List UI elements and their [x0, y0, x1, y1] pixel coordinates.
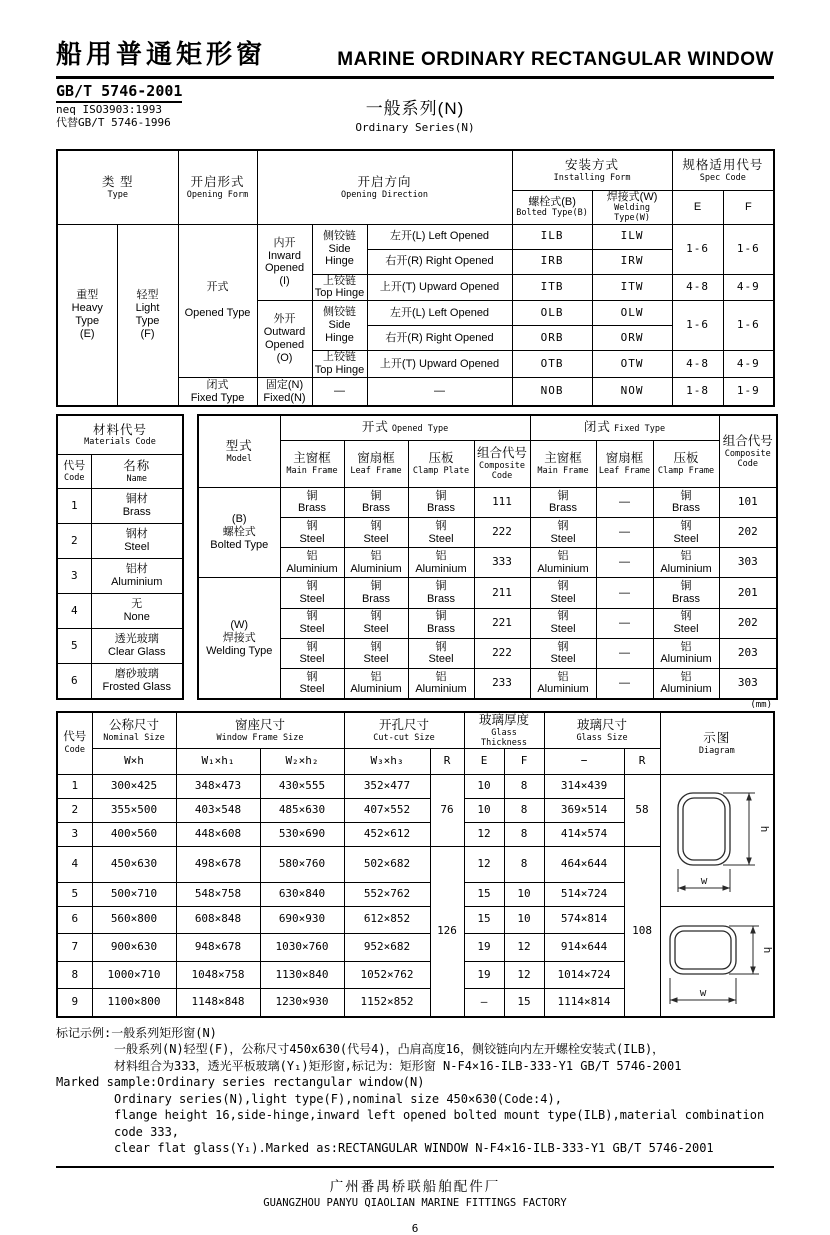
- cell-code: 8: [57, 961, 92, 989]
- model-composition-table: [197, 414, 778, 700]
- cell-w3h3: 552×762: [344, 882, 430, 906]
- standard-equivalence: neq ISO3903:1993: [56, 103, 162, 116]
- cell-material-name: 磨砂玻璃 Frosted Glass: [91, 664, 183, 699]
- cell-opened-clamp: 铝 Aluminium: [408, 548, 474, 578]
- table-row: [198, 608, 777, 638]
- cell-material-code: 6: [57, 664, 91, 699]
- window-diagram-portrait: [660, 774, 774, 906]
- table-row: [57, 559, 183, 594]
- cell-fixed-main: 钢 Steel: [530, 578, 596, 608]
- cell-fixed-main: 铝 Aluminium: [530, 669, 596, 699]
- window-diagram-portrait-svg: [663, 788, 773, 902]
- note-line: 标记示例:一般系列矩形窗(N): [56, 1025, 217, 1040]
- cell-thickness-f: 12: [504, 934, 544, 962]
- table-row: [198, 487, 777, 517]
- header-main-frame: 主窗框 Main Frame: [280, 440, 344, 487]
- unit-note: (mm): [750, 699, 772, 710]
- cell-w3h3: 952×682: [344, 934, 430, 962]
- series-title-zh: 一般系列(N): [365, 99, 465, 118]
- cell-nominal: 560×800: [92, 906, 176, 934]
- cell-thickness-f: 8: [504, 774, 544, 798]
- cell-thickness-f: 12: [504, 961, 544, 989]
- cell-direction: 上开(T) Upward Opened: [367, 274, 512, 301]
- cell-w3h3: 352×477: [344, 774, 430, 798]
- cell-opened-clamp: 铜 Brass: [408, 608, 474, 638]
- cell-code-irb: IRB: [512, 249, 592, 274]
- cell-w2h2: 690×930: [260, 906, 344, 934]
- cell-nominal: 500×710: [92, 882, 176, 906]
- header-glass-size: 玻璃尺寸 Glass Size: [544, 712, 660, 748]
- cell-fixed-leaf: —: [596, 518, 653, 548]
- cell-material-name: 铜材 Brass: [91, 489, 183, 524]
- cell-opened-code: 222: [474, 638, 530, 668]
- title-english: MARINE ORDINARY RECTANGULAR WINDOW: [337, 49, 774, 70]
- cell-bolted-group: (B) 螺栓式 Bolted Type: [198, 487, 280, 578]
- cell-outward-opened: 外开 Outward Opened (O): [257, 301, 312, 378]
- cell-fixed-main: 铜 Brass: [530, 487, 596, 517]
- header-composite-code: 组合代号 Composite Code: [719, 415, 777, 488]
- marking-notes: [56, 1025, 774, 1157]
- header-nominal-size: 公称尺寸 Nominal Size: [92, 712, 176, 748]
- cell-fixed-code: 202: [719, 518, 777, 548]
- cell-glass-size: 914×644: [544, 934, 624, 962]
- table-row: [57, 774, 774, 798]
- cell-code-ilw: ILW: [592, 224, 672, 249]
- cell-glass-size: 464×644: [544, 846, 624, 882]
- cell-opened-type: 开式 Opened Type: [178, 224, 257, 378]
- cell-spec-e: 1-8: [672, 378, 723, 406]
- cell-code-orb: ORB: [512, 326, 592, 351]
- table-row: [198, 518, 777, 548]
- cell-opened-clamp: 钢 Steel: [408, 638, 474, 668]
- header-col-f: F: [723, 190, 774, 224]
- cell-welding-group: (W) 焊接式 Welding Type: [198, 578, 280, 699]
- cell-direction: 右开(R) Right Opened: [367, 249, 512, 274]
- cell-nominal: 900×630: [92, 934, 176, 962]
- header-w2h2: W₂×h₂: [260, 748, 344, 774]
- header-w3h3: W₃×h₃: [344, 748, 430, 774]
- header-code: 代号 Code: [57, 712, 92, 774]
- standard-block: [56, 82, 774, 140]
- factory-name-zh: 广州番禺桥联船舶配件厂: [329, 1178, 501, 1194]
- cell-opened-code: 221: [474, 608, 530, 638]
- table-subheader-row: [198, 440, 777, 487]
- header-main-frame: 主窗框 Main Frame: [530, 440, 596, 487]
- cell-fixed-code: 201: [719, 578, 777, 608]
- header-col-e: E: [672, 190, 723, 224]
- cell-w2h2: 530×690: [260, 822, 344, 846]
- cell-w3h3: 407×552: [344, 798, 430, 822]
- header-cutout-size: 开孔尺寸 Cut-cut Size: [344, 712, 464, 748]
- header-model: 型式 Model: [198, 415, 280, 488]
- cell-fixed-code: 101: [719, 487, 777, 517]
- cell-inward-opened: 内开 Inward Opened (I): [257, 224, 312, 301]
- cell-w1h1: 548×758: [176, 882, 260, 906]
- cell-thickness-f: 15: [504, 989, 544, 1017]
- cell-fixed-leaf: —: [596, 608, 653, 638]
- cell-opened-main: 钢 Steel: [280, 608, 344, 638]
- cell-thickness-e: 15: [464, 882, 504, 906]
- table-header-row: [198, 415, 777, 440]
- cell-w3h3: 1152×852: [344, 989, 430, 1017]
- cell-w2h2: 485×630: [260, 798, 344, 822]
- cell-w1h1: 403×548: [176, 798, 260, 822]
- cell-dash: —: [367, 378, 512, 406]
- cell-w3h3: 1052×762: [344, 961, 430, 989]
- header-bolted: 螺栓式(B) Bolted Type(B): [512, 190, 592, 224]
- cell-opened-leaf: 铜 Brass: [344, 487, 408, 517]
- table-row: [198, 578, 777, 608]
- cell-nominal: 400×560: [92, 822, 176, 846]
- cell-opened-code: 233: [474, 669, 530, 699]
- cell-material-code: 4: [57, 594, 91, 629]
- cell-fixed-main: 钢 Steel: [530, 518, 596, 548]
- cell-material-code: 1: [57, 489, 91, 524]
- document-footer: [56, 1166, 774, 1235]
- header-opening-direction: 开启方向 Opening Direction: [257, 150, 512, 224]
- cell-opened-clamp: 铜 Brass: [408, 487, 474, 517]
- cell-code-olw: OLW: [592, 301, 672, 326]
- series-title-en: Ordinary Series(N): [355, 121, 475, 134]
- cell-opened-leaf: 钢 Steel: [344, 608, 408, 638]
- cell-thickness-e: —: [464, 989, 504, 1017]
- cell-nominal: 355×500: [92, 798, 176, 822]
- header-window-frame-size: 窗座尺寸 Window Frame Size: [176, 712, 344, 748]
- table-row: [198, 638, 777, 668]
- cell-thickness-e: 19: [464, 934, 504, 962]
- header-code: 代号 Code: [57, 455, 91, 489]
- header-composite-code-opened: 组合代号 Composite Code: [474, 440, 530, 487]
- cell-opened-main: 钢 Steel: [280, 578, 344, 608]
- cell-code: 7: [57, 934, 92, 962]
- standard-code: GB/T 5746-2001: [56, 82, 182, 103]
- cell-glass-size: 369×514: [544, 798, 624, 822]
- cell-glass-r: 58: [624, 774, 660, 846]
- header-clamp-frame: 压板 Clamp Frame: [653, 440, 719, 487]
- diagram-height-label: h: [760, 946, 773, 953]
- cell-spec-e: 4-8: [672, 274, 723, 301]
- cell-fixed-main: 钢 Steel: [530, 638, 596, 668]
- title-chinese: 船用普通矩形窗: [56, 39, 267, 69]
- cell-code-nob: NOB: [512, 378, 592, 406]
- note-line: 材料组合为333，透光平板玻璃(Y₁)矩形窗,标记为：矩形窗 N-F4×16-ILB-333-Y1 GB/T 5746-2001: [114, 1058, 682, 1073]
- cell-w1h1: 348×473: [176, 774, 260, 798]
- cell-w2h2: 1030×760: [260, 934, 344, 962]
- cell-opened-code: 111: [474, 487, 530, 517]
- standard-replaces: 代替GB/T 5746-1996: [56, 116, 171, 129]
- cell-glass-size: 314×439: [544, 774, 624, 798]
- cell-code: 9: [57, 989, 92, 1017]
- cell-side-hinge: 侧铰链 Side Hinge: [312, 301, 367, 351]
- table-header-row: [57, 712, 774, 748]
- cell-code-now: NOW: [592, 378, 672, 406]
- cell-opened-code: 333: [474, 548, 530, 578]
- window-diagram-landscape: [660, 906, 774, 1016]
- cell-opened-clamp: 钢 Steel: [408, 518, 474, 548]
- cell-opened-leaf: 钢 Steel: [344, 518, 408, 548]
- header-name: 名称 Name: [91, 455, 183, 489]
- cell-w2h2: 1230×930: [260, 989, 344, 1017]
- table-row: [57, 524, 183, 559]
- cell-glass-size: 514×724: [544, 882, 624, 906]
- cell-fixed-clamp: 铜 Brass: [653, 487, 719, 517]
- window-diagram-landscape-svg: [663, 920, 773, 1012]
- table-row: [57, 594, 183, 629]
- cell-thickness-e: 10: [464, 774, 504, 798]
- cell-opened-clamp: 铜 Brass: [408, 578, 474, 608]
- cell-nominal: 1000×710: [92, 961, 176, 989]
- cell-fixed-leaf: —: [596, 638, 653, 668]
- table-row: [57, 664, 183, 699]
- type-opening-table: [56, 149, 775, 407]
- cell-w3h3: 612×852: [344, 906, 430, 934]
- cell-opened-code: 211: [474, 578, 530, 608]
- table-subheader-row: [57, 455, 183, 489]
- document-header: [56, 34, 774, 79]
- cell-w3h3: 502×682: [344, 846, 430, 882]
- window-outline-outer: [670, 926, 736, 974]
- cell-code: 2: [57, 798, 92, 822]
- cell-w1h1: 498×678: [176, 846, 260, 882]
- table-header-row: [57, 150, 774, 190]
- cell-spec-f: 4-9: [723, 351, 774, 378]
- cell-spec-f: 1-6: [723, 224, 774, 274]
- cell-fixed-leaf: —: [596, 548, 653, 578]
- window-outline-inner: [683, 798, 725, 860]
- cell-code-otw: OTW: [592, 351, 672, 378]
- cell-opened-code: 222: [474, 518, 530, 548]
- cell-code: 3: [57, 822, 92, 846]
- window-outline-inner: [675, 931, 731, 969]
- cell-direction: 右开(R) Right Opened: [367, 326, 512, 351]
- cell-code: 6: [57, 906, 92, 934]
- cell-code: 5: [57, 882, 92, 906]
- cell-fixed-leaf: —: [596, 487, 653, 517]
- cell-thickness-f: 8: [504, 822, 544, 846]
- diagram-width-label: w: [699, 985, 706, 999]
- cell-code-orw: ORW: [592, 326, 672, 351]
- cell-spec-f: 1-9: [723, 378, 774, 406]
- cell-code-itw: ITW: [592, 274, 672, 301]
- cell-spec-f: 1-6: [723, 301, 774, 351]
- header-w1h1: W₁×h₁: [176, 748, 260, 774]
- size-table: [56, 711, 775, 1018]
- table-row: [198, 669, 777, 699]
- header-diagram: 示图 Diagram: [660, 712, 774, 774]
- note-line: clear flat glass(Y₁).Marked as:RECTANGULAR WINDOW N-F4×16-ILB-333-Y1 GB/T 5746-2001: [114, 1141, 714, 1156]
- cell-glass-size: 1014×724: [544, 961, 624, 989]
- cell-fixed-code: 203: [719, 638, 777, 668]
- cell-w1h1: 448×608: [176, 822, 260, 846]
- cell-top-hinge: 上铰链 Top Hinge: [312, 351, 367, 378]
- header-e: E: [464, 748, 504, 774]
- cell-glass-r: 108: [624, 846, 660, 1016]
- cell-thickness-f: 10: [504, 906, 544, 934]
- cell-fixed-leaf: —: [596, 669, 653, 699]
- cell-direction: 左开(L) Left Opened: [367, 224, 512, 249]
- table-header-row: [57, 415, 183, 455]
- cell-spec-e: 4-8: [672, 351, 723, 378]
- table-row: [57, 906, 774, 934]
- cell-fixed-clamp: 铝 Aluminium: [653, 548, 719, 578]
- cell-thickness-e: 15: [464, 906, 504, 934]
- cell-material-code: 2: [57, 524, 91, 559]
- table-row: [57, 489, 183, 524]
- cell-thickness-f: 8: [504, 846, 544, 882]
- header-opening-form: 开启形式 Opening Form: [178, 150, 257, 224]
- header-glass-thickness: 玻璃厚度 Glass Thickness: [464, 712, 544, 748]
- note-line: 一般系列(N)轻型(F)，公称尺寸450x630(代号4)，凸肩高度16，侧铰链向内左开螺栓安装式(ILB)，: [114, 1042, 665, 1057]
- header-glass-r: R: [624, 748, 660, 774]
- header-f: F: [504, 748, 544, 774]
- cell-fixed-type: 闭式 Fixed Type: [178, 378, 257, 406]
- cell-code-itb: ITB: [512, 274, 592, 301]
- cell-opened-clamp: 铝 Aluminium: [408, 669, 474, 699]
- cell-thickness-f: 10: [504, 882, 544, 906]
- cell-spec-e: 1-6: [672, 224, 723, 274]
- header-wh: W×h: [92, 748, 176, 774]
- cell-material-code: 3: [57, 559, 91, 594]
- cell-material-name: 无 None: [91, 594, 183, 629]
- cell-fixed-clamp: 钢 Steel: [653, 608, 719, 638]
- cell-fixed-code: 303: [719, 548, 777, 578]
- cell-dash: —: [312, 378, 367, 406]
- cell-opened-main: 钢 Steel: [280, 638, 344, 668]
- cell-opened-leaf: 铝 Aluminium: [344, 548, 408, 578]
- header-welding: 焊接式(W) Welding Type(W): [592, 190, 672, 224]
- cell-thickness-e: 19: [464, 961, 504, 989]
- cell-direction: 左开(L) Left Opened: [367, 301, 512, 326]
- table-row: [57, 224, 774, 249]
- cell-code-otb: OTB: [512, 351, 592, 378]
- cell-fixed-clamp: 铝 Aluminium: [653, 669, 719, 699]
- cell-fixed-main: 铝 Aluminium: [530, 548, 596, 578]
- header-spec-code: 规格适用代号 Spec Code: [672, 150, 774, 190]
- diagram-width-label: w: [700, 873, 707, 887]
- cell-w2h2: 430×555: [260, 774, 344, 798]
- cell-fixed-code: 202: [719, 608, 777, 638]
- header-opened-group: 开式 Opened Type: [280, 415, 530, 440]
- cell-opened-main: 铝 Aluminium: [280, 548, 344, 578]
- diagram-height-label: h: [757, 825, 771, 832]
- cell-spec-f: 4-9: [723, 274, 774, 301]
- cell-light-type: 轻型 Light Type (F): [117, 224, 178, 406]
- cell-nominal: 300×425: [92, 774, 176, 798]
- cell-opened-leaf: 钢 Steel: [344, 638, 408, 668]
- cell-material-name: 铝材 Aluminium: [91, 559, 183, 594]
- cell-fixed-leaf: —: [596, 578, 653, 608]
- cell-w2h2: 630×840: [260, 882, 344, 906]
- header-r: R: [430, 748, 464, 774]
- cell-opened-main: 钢 Steel: [280, 518, 344, 548]
- cell-code-ilb: ILB: [512, 224, 592, 249]
- header-glass-dash: −: [544, 748, 624, 774]
- cell-w1h1: 608×848: [176, 906, 260, 934]
- cell-material-name: 钢材 Steel: [91, 524, 183, 559]
- cell-opened-leaf: 铜 Brass: [344, 578, 408, 608]
- header-clamp-plate: 压板 Clamp Plate: [408, 440, 474, 487]
- cell-thickness-f: 8: [504, 798, 544, 822]
- cell-side-hinge: 侧铰链 Side Hinge: [312, 224, 367, 274]
- cell-opened-main: 钢 Steel: [280, 669, 344, 699]
- note-line: Marked sample:Ordinary series rectangular window(N): [56, 1075, 425, 1090]
- header-fixed-group: 闭式 Fixed Type: [530, 415, 719, 440]
- cell-w2h2: 580×760: [260, 846, 344, 882]
- cell-w1h1: 948×678: [176, 934, 260, 962]
- header-type: 类 型 Type: [57, 150, 178, 224]
- cell-code: 4: [57, 846, 92, 882]
- cell-w1h1: 1148×848: [176, 989, 260, 1017]
- note-line: flange height 16,side-hinge,inward left opened bolted mount type(ILB),material combination code 333,: [114, 1108, 765, 1139]
- cell-nominal: 450×630: [92, 846, 176, 882]
- cell-fixed-code: 303: [719, 669, 777, 699]
- cell-code-olb: OLB: [512, 301, 592, 326]
- series-heading: [355, 94, 474, 134]
- cell-w2h2: 1130×840: [260, 961, 344, 989]
- cell-nominal: 1100×800: [92, 989, 176, 1017]
- cell-w1h1: 1048×758: [176, 961, 260, 989]
- cell-glass-size: 414×574: [544, 822, 624, 846]
- factory-name-en: GUANGZHOU PANYU QIAOLIAN MARINE FITTINGS FACTORY: [263, 1196, 567, 1209]
- cell-w3h3: 452×612: [344, 822, 430, 846]
- table-row: [57, 629, 183, 664]
- cell-heavy-type: 重型 Heavy Type (E): [57, 224, 117, 406]
- cell-fixed-main: 钢 Steel: [530, 608, 596, 638]
- cell-material-name: 透光玻璃 Clear Glass: [91, 629, 183, 664]
- cell-fixed-clamp: 铝 Aluminium: [653, 638, 719, 668]
- cell-fixed-clamp: 铜 Brass: [653, 578, 719, 608]
- cell-code: 1: [57, 774, 92, 798]
- header-materials-code: 材料代号 Materials Code: [57, 415, 183, 455]
- cell-thickness-e: 10: [464, 798, 504, 822]
- header-leaf-frame: 窗扇框 Leaf Frame: [344, 440, 408, 487]
- cell-thickness-e: 12: [464, 846, 504, 882]
- cell-code-irw: IRW: [592, 249, 672, 274]
- table-row: [198, 548, 777, 578]
- cell-top-hinge: 上铰链 Top Hinge: [312, 274, 367, 301]
- cell-opened-leaf: 铝 Aluminium: [344, 669, 408, 699]
- cell-opened-main: 铜 Brass: [280, 487, 344, 517]
- cell-cutout-r: 76: [430, 774, 464, 846]
- page-number: 6: [411, 1221, 419, 1235]
- cell-cutout-r: 126: [430, 846, 464, 1016]
- cell-fixed-n: 固定(N) Fixed(N): [257, 378, 312, 406]
- cell-glass-size: 574×814: [544, 906, 624, 934]
- header-leaf-frame: 窗扇框 Leaf Frame: [596, 440, 653, 487]
- cell-direction: 上开(T) Upward Opened: [367, 351, 512, 378]
- cell-glass-size: 1114×814: [544, 989, 624, 1017]
- materials-model-section: [56, 414, 774, 700]
- cell-fixed-clamp: 钢 Steel: [653, 518, 719, 548]
- cell-spec-e: 1-6: [672, 301, 723, 351]
- materials-code-table: [56, 414, 184, 700]
- note-line: Ordinary series(N),light type(F),nominal size 450×630(Code:4),: [114, 1091, 562, 1106]
- cell-material-code: 5: [57, 629, 91, 664]
- header-installing-form: 安装方式 Installing Form: [512, 150, 672, 190]
- cell-thickness-e: 12: [464, 822, 504, 846]
- window-outline-outer: [678, 793, 730, 865]
